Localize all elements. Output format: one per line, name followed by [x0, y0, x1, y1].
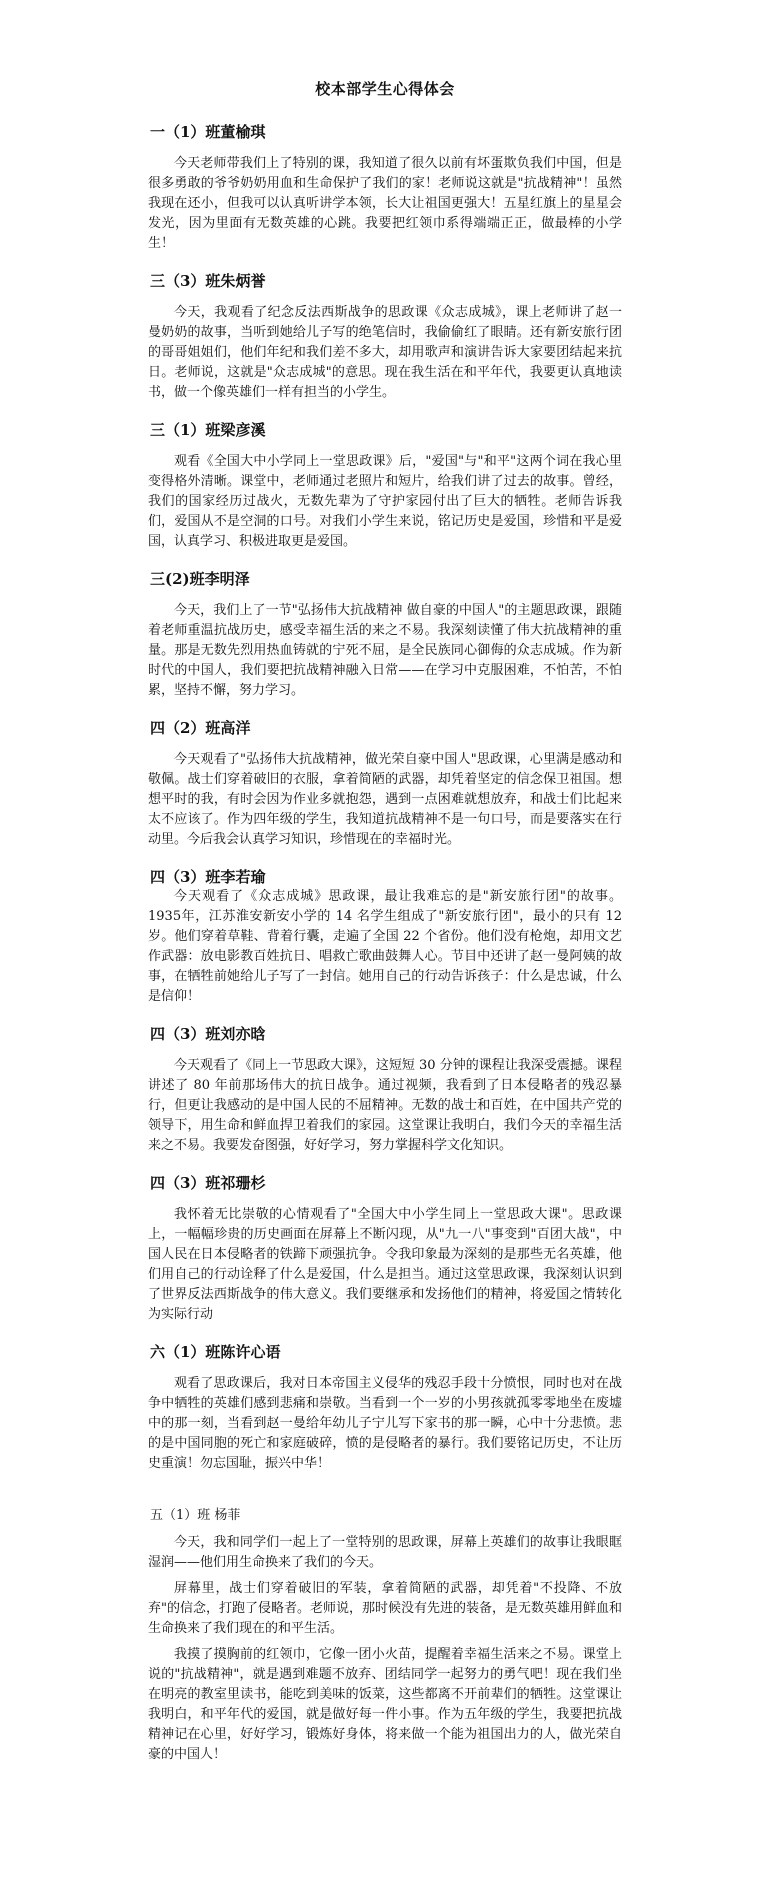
essay-paragraph: 今天观看了"弘扬伟大抗战精神，做光荣自豪中国人"思政课，心里满是感动和敬佩。战士们穿着破旧的衣服，拿着简陋的武器，却凭着坚定的信念保卫祖国。想想平时的我，有时会因为作业多就抱怨，遇到一点困难就想放弃，和战士们比起来太不应该了。作为四年级的学生，我知道抗战精神不是一句口号，而是要落实在行动里。今后我会认真学习知识，珍惜现在的幸福时光。 [148, 752, 622, 847]
essay-paragraph: 今天观看了《同上一节思政大课》，这短短 30 分钟的课程让我深受震撼。课程讲述了 80 年前那场伟大的抗日战争。通过视频，我看到了日本侵略者的残忍暴行，但更让我感动的是中国人民的不屈精神。无数的战士和百姓，在中国共产党的领导下，用生命和鲜血捍卫着我们的家园。这堂课让我明白，我们今天的幸福生活来之不易。我要发奋图强，好好学习，努力掌握科学文化知识。 [148, 1058, 622, 1153]
essay-author-heading: 三（3）班朱炳誉 [150, 272, 266, 290]
essay-section [148, 1023, 622, 1156]
essay-author-heading: 四（3）班刘亦晗 [150, 1025, 266, 1043]
essay-paragraph: 观看了思政课后，我对日本帝国主义侵华的残忍手段十分愤恨，同时也对在战争中牺牲的英雄们感到悲痛和崇敬。当看到一个一岁的小男孩就孤零零地坐在废墟中的那一刻，当看到赵一曼给年幼儿子宁儿写下家书的那一瞬，心中十分悲愤。悲的是中国同胞的死亡和家庭破碎，愤的是侵略者的暴行。我们要铭记历史，不让历史重演！勿忘国耻，振兴中华！ [148, 1376, 622, 1471]
essay-paragraph: 我怀着无比崇敬的心情观看了"全国大中小学生同上一堂思政大课"。思政课上，一幅幅珍贵的历史画面在屏幕上不断闪现，从"九一八"事变到"百团大战"，中国人民在日本侵略者的铁蹄下顽强抗争。令我印象最为深刻的是那些无名英雄，他们用自己的行动诠释了什么是爱国，什么是担当。通过这堂思政课，我深刻认识到了世界反法西斯战争的伟大意义。我们要继承和发扬他们的精神，将爱国之情转化为实际行动 [148, 1207, 622, 1322]
essay-section [148, 270, 622, 403]
essay-author-heading: 六（1）班陈许心语 [150, 1343, 281, 1361]
essay-paragraph: 今天老师带我们上了特别的课，我知道了很久以前有坏蛋欺负我们中国，但是很多勇敢的爷爷奶奶用血和生命保护了我们的家！老师说这就是"抗战精神"！虽然我现在还小，但我可以认真听讲学本领，长大让祖国更强大！五星红旗上的星星会发光，因为里面有无数英雄的心跳。我要把红领巾系得端端正正，做最棒的小学生！ [148, 156, 622, 251]
essay-section [148, 1341, 622, 1474]
essay-author-heading: 三（1）班梁彦溪 [150, 421, 266, 439]
essay-section [148, 1504, 622, 1765]
essay-paragraph: 今天，我和同学们一起上了一堂特别的思政课，屏幕上英雄们的故事让我眼眶湿润——他们用生命换来了我们的今天。 [148, 1535, 622, 1570]
essay-paragraph: 今天，我们上了一节"弘扬伟大抗战精神 做自豪的中国人"的主题思政课，跟随着老师重温抗战历史，感受幸福生活的来之不易。我深刻读懂了伟大抗战精神的重量。那是无数先烈用热血铸就的宁死不屈，是全民族同心御侮的众志成城。作为新时代的中国人，我们要把抗战精神融入日常——在学习中克服困难，不怕苦，不怕累，坚持不懈，努力学习。 [148, 603, 622, 698]
document-title: 校本部学生心得体会 [315, 80, 455, 98]
essay-author-heading: 四（2）班高洋 [150, 719, 251, 737]
essay-author-heading: 一（1）班董榆琪 [150, 123, 266, 141]
essay-author-heading: 五（1）班 杨菲 [150, 1508, 241, 1523]
essay-author-heading: 四（3）班李若瑜 [150, 868, 266, 886]
essay-paragraph: 屏幕里，战士们穿着破旧的军装，拿着简陋的武器，却凭着"不投降、不放弃"的信念，打跑了侵略者。老师说，那时候没有先进的装备，是无数英雄用鲜血和生命换来了我们现在的和平生活。 [148, 1581, 622, 1636]
essay-author-heading: 四（3）班祁珊杉 [150, 1174, 266, 1192]
essay-paragraph: 观看《全国大中小学同上一堂思政课》后，"爱国"与"和平"这两个词在我心里变得格外清晰。课堂中，老师通过老照片和短片，给我们讲了过去的故事。曾经，我们的国家经历过战火，无数先辈为了守护家园付出了巨大的牺牲。老师告诉我们，爱国从不是空洞的口号。对我们小学生来说，铭记历史是爱国，珍惜和平是爱国，认真学习、积极进取更是爱国。 [148, 454, 622, 549]
essay-paragraph: 今天观看了《众志成城》思政课，最让我难忘的是"新安旅行团"的故事。1935年，江苏淮安新安小学的 14 名学生组成了"新安旅行团"，最小的只有 12 岁。他们穿着草鞋、背着行囊，走遍了全国 22 个省份。他们没有枪炮，却用文艺作武器：放电影教百姓抗日、唱救亡歌曲鼓舞人心。节目中还讲了赵一曼阿姨的故事，在牺牲前她给儿子写了一封信。她用自己的行动告诉孩子：什么是忠诚，什么是信仰！ [148, 889, 622, 1004]
essay-section [148, 717, 622, 850]
essay-paragraph: 今天，我观看了纪念反法西斯战争的思政课《众志成城》，课上老师讲了赵一曼奶奶的故事，当听到她给儿子写的绝笔信时，我偷偷红了眼睛。还有新安旅行团的哥哥姐姐们，他们年纪和我们差不多大，却用歌声和演讲告诉大家要团结起来抗日。老师说，这就是"众志成城"的意思。现在我生活在和平年代，我要更认真地读书，做一个像英雄们一样有担当的小学生。 [148, 305, 622, 400]
essay-section [148, 121, 622, 254]
essay-section [148, 419, 622, 552]
essay-section [148, 1172, 622, 1325]
essay-section [148, 866, 622, 1007]
essay-section [148, 568, 622, 701]
essay-author-heading: 三(2)班李明泽 [150, 570, 250, 588]
essay-paragraph: 我摸了摸胸前的红领巾，它像一团小火苗，提醒着幸福生活来之不易。课堂上说的"抗战精神"，就是遇到难题不放弃、团结同学一起努力的勇气吧！现在我们坐在明亮的教室里读书，能吃到美味的饭菜，这些都离不开前辈们的牺牲。这堂课让我明白，和平年代的爱国，就是做好每一件小事。作为五年级的学生，我要把抗战精神记在心里，好好学习，锻炼好身体，将来做一个能为祖国出力的人，做光荣自豪的中国人！ [148, 1647, 622, 1762]
